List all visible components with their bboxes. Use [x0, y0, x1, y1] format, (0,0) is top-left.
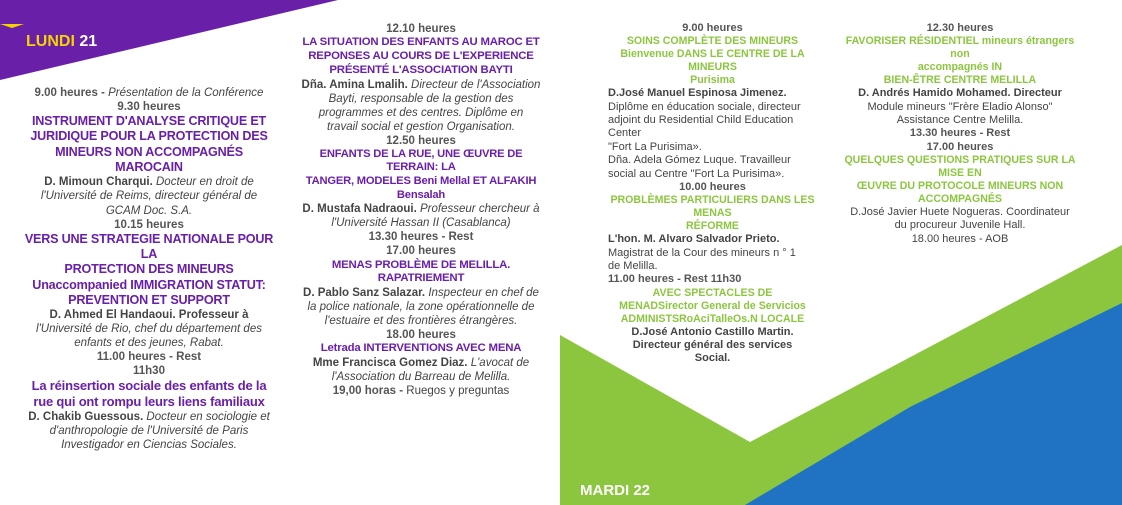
title-line: JURIDIQUE POUR LA PROTECTION DES [30, 129, 268, 144]
session-title [835, 154, 1085, 206]
time-slot: 11h30 [133, 365, 165, 378]
speaker-desc: Inspecteur en chef de [428, 287, 539, 300]
speaker-desc: Diplôme en éducation sociale, directeur [608, 100, 801, 113]
title-line: VERS UNE STRATEGIE NATIONALE POUR LA [24, 231, 274, 261]
time-slot: 13.30 heures - Rest [368, 231, 474, 244]
description: Ruegos y preguntas [406, 385, 510, 398]
speaker-desc: Docteur en sociologie et [146, 411, 270, 424]
speaker [600, 326, 825, 366]
speaker [600, 87, 825, 181]
title-line: MINEURS NON ACCOMPAGNÉS MAROCAIN [55, 144, 243, 175]
title-line: MENADSirector General de Servicios [619, 299, 806, 312]
speaker-name: D. Mustafa Nadraoui. [302, 203, 417, 216]
speaker-desc: programmes et des centres. Diplôme en [318, 106, 524, 119]
time-slot: 10.15 heures [114, 218, 184, 231]
title-line: PROBLÈMES PARTICULIERS DANS LES MENAS [610, 194, 815, 220]
day-label-mardi: MARDI 22 [580, 482, 651, 499]
speaker-desc: Social. [694, 352, 731, 365]
speaker-name: D. Pablo Sanz Salazar. [303, 287, 426, 300]
title-line: LA SITUATION DES ENFANTS AU MAROC ET [302, 36, 540, 49]
speaker [835, 206, 1085, 246]
speaker [24, 175, 274, 217]
title-line: PREVENTION ET SUPPORT [68, 292, 230, 307]
title-line: TANGER, MODELES Beni Mellal ET ALFAKIH [305, 175, 537, 188]
session-title [24, 378, 274, 410]
title-line: AVEC SPECTACLES DE [652, 286, 773, 299]
speaker-desc: Directeur général des services [632, 338, 793, 351]
speaker-desc: la police nationale, la zone opérationnelle de [307, 301, 535, 314]
speaker-desc: l'Université Hassan II (Casablanca) [331, 217, 511, 230]
time-slot: 12.10 heures [386, 23, 456, 35]
speaker-name: D. Mimoun Charqui. [44, 176, 153, 189]
title-line: Bensalah [396, 188, 446, 201]
speaker-desc: de Melilla. [608, 259, 658, 272]
speaker-name: Mme Francisca Gomez Diaz. [312, 357, 468, 370]
column-monday-afternoon [296, 22, 546, 398]
title-line: BIEN-ÊTRE CENTRE MELILLA [883, 74, 1037, 87]
speaker [24, 410, 274, 452]
speaker [24, 308, 274, 350]
speaker-name: D. Chakib Guessous. [28, 411, 144, 424]
title-line: ADMINISTSRoAciTalleOs.N LOCALE [620, 312, 805, 325]
speaker-desc: Center [608, 127, 642, 140]
speaker-desc: Magistrat de la Cour des mineurs n ° 1 [608, 246, 796, 259]
title-line: PROTECTION DES MINEURS [64, 262, 234, 277]
title-line: QUELQUES QUESTIONS PRATIQUES SUR LA MISE EN [844, 154, 1076, 180]
time-slot: 9.30 heures [117, 101, 181, 114]
column-tuesday-afternoon [835, 22, 1085, 246]
lundi-number: 21 [79, 33, 98, 50]
speaker-name: D.José Antonio Castillo Martin. [631, 325, 794, 338]
title-line: RAPATRIEMENT [377, 272, 465, 285]
title-line: La réinsertion sociale des enfants de la [31, 378, 267, 394]
time-slot [296, 384, 546, 398]
title-line: Unaccompanied IMMIGRATION STATUT: [32, 277, 266, 292]
time-slot: 12.50 heures [386, 134, 456, 147]
speaker [296, 356, 546, 384]
time-slot: 17.00 heures [926, 140, 994, 153]
speaker-desc: social au Centre "Fort La Purisima». [608, 167, 785, 180]
column-monday-morning [24, 86, 274, 452]
speaker-desc: Module mineurs "Frère Eladio Alonso" [867, 100, 1053, 113]
speaker-desc: Investigador en Ciencias Sociales. [61, 439, 237, 452]
speaker [296, 202, 546, 230]
speaker-desc: "Fort La Purisima». [608, 140, 702, 153]
speaker-desc: Docteur en droit de [156, 176, 254, 189]
session-title [296, 259, 546, 287]
title-line: ŒUVRE DU PROTOCOLE MINEURS NON ACCOMPAGNÉS [856, 179, 1064, 205]
session-title [600, 35, 825, 87]
speaker-desc: D.José Javier Huete Nogueras. Coordinateur [850, 205, 1070, 218]
speaker-desc: 18.00 heures - AOB [911, 232, 1009, 245]
speaker-desc: travail social et gestion Organisation. [327, 120, 515, 133]
session-title [296, 36, 546, 78]
title-line: RÉFORME [686, 220, 739, 233]
description: Présentation de la Conférence [108, 87, 264, 99]
speaker-desc: Bayti, responsable de la gestion des [328, 92, 514, 105]
day-label-lundi [26, 33, 97, 51]
session-title [24, 114, 274, 175]
session-title [600, 194, 825, 233]
time-slot: 18.00 heures [386, 329, 456, 342]
title-line: accompagnés IN [917, 61, 1003, 74]
title-line: ENFANTS DE LA RUE, UNE ŒUVRE DE TERRAIN: LA [319, 147, 523, 174]
speaker-desc: l'estuaire et des frontières étrangères. [324, 315, 518, 328]
time-slot: 9.00 heures [682, 22, 743, 34]
time: 9.00 heures - [34, 87, 105, 99]
speaker-name: D. Andrés Hamido Mohamed. Directeur [858, 87, 1062, 100]
time-slot: 10.00 heures [679, 180, 746, 193]
speaker-desc: l'Université de Reims, directeur général de [40, 190, 258, 203]
speaker-desc: d'anthropologie de l'Université de Paris [49, 425, 249, 438]
speaker-desc: enfants et des jeunes, Rabat. [74, 337, 224, 350]
time: 19,00 horas - [332, 385, 404, 398]
speaker [296, 286, 546, 328]
title-line: INSTRUMENT D'ANALYSE CRITIQUE ET [31, 114, 267, 129]
lundi-word: LUNDI [26, 33, 75, 50]
title-line: SOINS COMPLÈTE DES MINEURS [626, 35, 799, 48]
speaker-desc: l'Association du Barreau de Melilla. [331, 371, 511, 384]
speaker-desc: Assistance Centre Melilla. [896, 113, 1024, 126]
time-slot: 11.00 heures - Rest 11h30 [608, 273, 742, 286]
speaker-desc: L'avocat de [470, 357, 530, 370]
speaker-desc: Dña. Adela Gómez Luque. Travailleur [608, 154, 791, 167]
title-line: REPONSES AU COURS DE L'EXPERIENCE [308, 49, 534, 62]
column-tuesday-morning [600, 22, 825, 366]
speaker-desc: Professeur chercheur à [420, 203, 540, 216]
speaker-name: L'hon. M. Alvaro Salvador Prieto. [608, 233, 780, 246]
session-title [24, 232, 274, 309]
title-line: FAVORISER RÉSIDENTIEL mineurs étrangers non [845, 35, 1075, 61]
title-line: MENAS PROBLÈME DE MELILLA. [331, 258, 511, 271]
title-line: PRÉSENTÉ L'ASSOCIATION BAYTI [329, 63, 513, 76]
title-line: Purisima [690, 74, 735, 87]
speaker-desc: l'Université de Rio, chef du département des [36, 323, 262, 336]
session-title [296, 148, 546, 203]
speaker-desc: du procureur Juvenile Hall. [894, 219, 1026, 232]
speaker-name: D. Ahmed El Handaoui. Professeur à [49, 309, 249, 322]
time-slot: 13.30 heures - Rest [909, 127, 1011, 140]
session-title [835, 35, 1085, 87]
title-line: Letrada INTERVENTIONS AVEC MENA [320, 342, 522, 355]
title-line: rue qui ont rompu leurs liens familiaux [33, 394, 265, 410]
title-line: Bienvenue DANS LE CENTRE DE LA MINEURS [620, 48, 805, 74]
time-slot [24, 86, 274, 100]
session-title [296, 342, 546, 356]
speaker-name: Dña. Amina Lmalih. [301, 78, 408, 91]
speaker [835, 87, 1085, 127]
speaker-desc: GCAM Doc. S.A. [105, 204, 193, 217]
speaker-desc: adjoint du Residential Child Education [608, 113, 794, 126]
speaker [296, 78, 546, 134]
time-slot: 17.00 heures [386, 245, 456, 258]
session-title [600, 287, 825, 326]
speaker-desc: Directeur de l'Association [411, 78, 541, 91]
speaker [600, 233, 825, 273]
speaker-name: D.José Manuel Espinosa Jimenez. [608, 87, 787, 100]
time-slot: 11.00 heures - Rest [96, 351, 202, 364]
time-slot: 12.30 heures [926, 22, 994, 34]
